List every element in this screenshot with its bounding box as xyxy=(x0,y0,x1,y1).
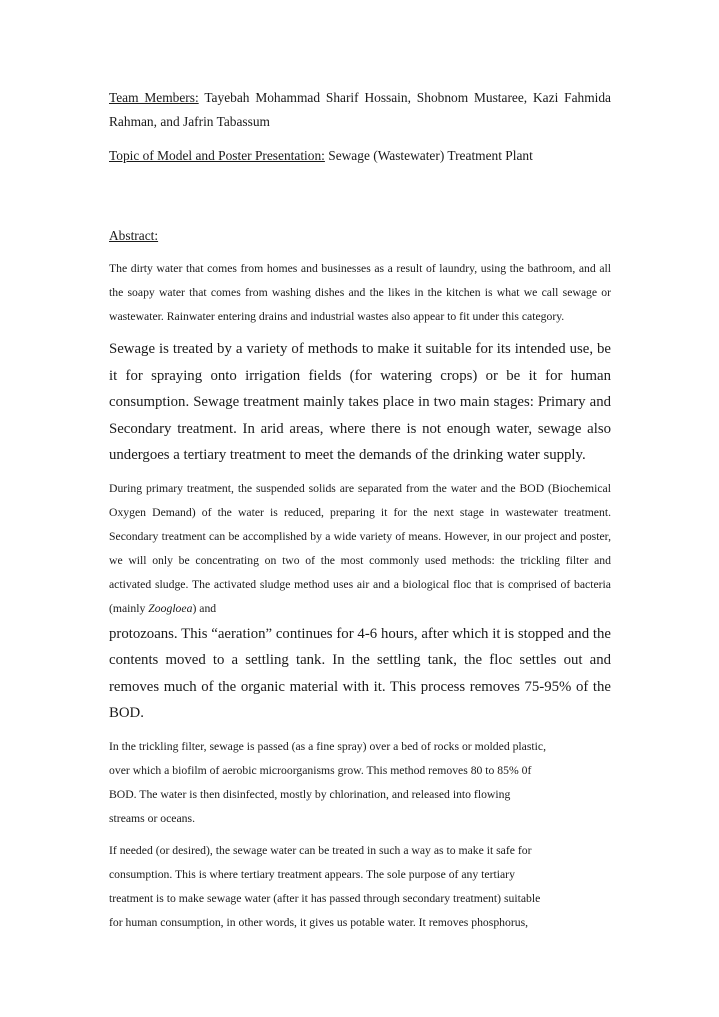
document-page xyxy=(109,86,611,935)
paragraph-5-line-4: for human consumption, in other words, it gives us potable water. It removes phosphorus, xyxy=(109,915,529,929)
paragraph-5-line-2: consumption. This is where tertiary treatment appears. The sole purpose of any tertiary xyxy=(109,867,515,881)
paragraph-3-italic: Zoogloea xyxy=(148,601,193,615)
topic-label: Topic of Model and Poster Presentation: xyxy=(109,148,325,163)
abstract-paragraph-5 xyxy=(109,839,611,935)
abstract-paragraph-1: The dirty water that comes from homes and businesses as a result of laundry, using the bathroom, and all the soapy water that comes from washing dishes and the likes in the kitchen is what we call sewage or wastewater. Rainwater entering drains and industrial wastes also appear to fit under this category. xyxy=(109,262,611,323)
team-members xyxy=(109,86,611,134)
abstract-heading-text: Abstract: xyxy=(109,228,159,243)
abstract-paragraph-3 xyxy=(109,477,611,727)
abstract-heading xyxy=(109,224,611,248)
paragraph-3-text-a: During primary treatment, the suspended solids are separated from the water and the BOD (Biochemical Oxygen Demand) of the water is reduced, preparing it for the next stage in wastewater treatment. Secondary treatment can be accomplished by a wide variety of means. However, in our project and poster, we will only be concentrating on two of the most commonly used methods: the trickling filter and activated sludge. The activated sludge method uses air and a biological floc that is comprised of bacteria (mainly xyxy=(109,481,611,615)
abstract-paragraph-4 xyxy=(109,735,611,831)
team-members-label: Team Members: xyxy=(109,90,199,105)
topic xyxy=(109,144,611,168)
paragraph-3-text-b: ) and xyxy=(192,601,217,615)
paragraph-3-part-1 xyxy=(109,477,611,621)
paragraph-5-line-1: If needed (or desired), the sewage water can be treated in such a way as to make it safe for xyxy=(109,843,532,857)
paragraph-4-line-4: streams or oceans. xyxy=(109,811,196,825)
paragraph-4-line-1: In the trickling filter, sewage is passed (as a fine spray) over a bed of rocks or molded plastic, xyxy=(109,739,547,753)
paragraph-3-part-2: protozoans. This “aeration” continues for 4-6 hours, after which it is stopped and the contents moved to a settling tank. In the settling tank, the floc settles out and removes much of the organic material with it. This process removes 75-95% of the BOD. xyxy=(109,625,611,721)
topic-value: Sewage (Wastewater) Treatment Plant xyxy=(328,148,533,163)
abstract-paragraph-2: Sewage is treated by a variety of methods to make it suitable for its intended use, be it for spraying onto irrigation fields (for watering crops) or be it for human consumption. Sewage treatment mainly takes place in two main stages: Primary and Secondary treatment. In arid areas, where there is not enough water, sewage also undergoes a tertiary treatment to meet the demands of the drinking water supply. xyxy=(109,341,611,463)
team-members-names: Tayebah Mohammad Sharif Hossain, Shobnom Mustaree, Kazi Fahmida Rahman, and Jafrin Tabassum xyxy=(109,90,611,129)
paragraph-4-line-3: BOD. The water is then disinfected, mostly by chlorination, and released into flowing xyxy=(109,787,511,801)
paragraph-5-line-3: treatment is to make sewage water (after it has passed through secondary treatment) suitable xyxy=(109,891,541,905)
paragraph-4-line-2: over which a biofilm of aerobic microorganisms grow. This method removes 80 to 85% 0f xyxy=(109,763,532,777)
